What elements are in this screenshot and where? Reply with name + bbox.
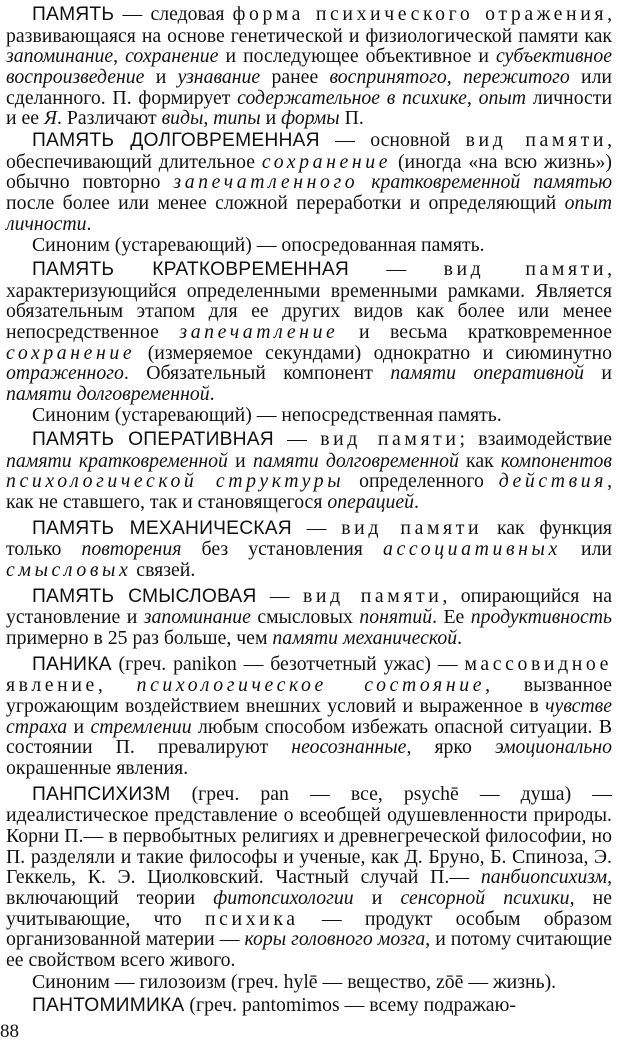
headword: ПАМЯТЬ СМЫСЛОВАЯ <box>32 585 257 607</box>
cross-reference: фитопсихологии <box>213 886 354 909</box>
entry-text: (измеряемое секундами) однократно и сиюминутно <box>135 341 612 364</box>
cross-reference: панбиопсихизм <box>480 866 608 889</box>
spaced-term: ассоциативных <box>383 538 561 561</box>
entry-text: как функция только <box>6 516 613 561</box>
spaced-term: смысловых <box>6 559 132 582</box>
cross-reference: повторения <box>81 538 182 561</box>
entry-text: . Различают <box>56 107 162 130</box>
cross-reference: памяти долговременной <box>252 449 459 472</box>
entry-text: , <box>203 107 214 130</box>
headword: ПАМЯТЬ <box>32 4 115 25</box>
entry-pamyat-mekhanicheskaya <box>6 518 612 581</box>
entry-text: связей. <box>131 559 196 582</box>
spaced-term: психологической структуры <box>6 470 345 493</box>
cross-reference: сенсорной психики <box>400 886 570 909</box>
entry-pamyat <box>6 4 612 129</box>
entry-text: — <box>256 584 303 607</box>
cross-reference: продуктивность <box>470 606 612 629</box>
headword: ПАНТОМИМИКА <box>32 995 185 1017</box>
entry-text: — следовая <box>114 3 233 25</box>
entry-pamyat-kratkovremennaya <box>6 259 612 405</box>
cross-reference: коры головного мозга <box>244 928 426 951</box>
cross-reference: кратковременной памятью <box>371 171 613 194</box>
entry-text: и <box>67 715 91 738</box>
cross-reference: типы <box>213 107 261 130</box>
entry-panika <box>6 654 612 779</box>
entry-text: , <box>113 45 126 68</box>
entry-text: , включающий теории <box>6 866 612 909</box>
entry-text: . Обязательный компонент <box>123 362 391 385</box>
spaced-term: вид памяти <box>320 428 460 451</box>
entry-text: определенного <box>344 470 499 493</box>
spaced-term: запечатление <box>179 320 339 343</box>
cross-reference: формы <box>281 107 340 130</box>
entry-text: . <box>209 382 215 405</box>
cross-reference: памяти кратковременной <box>6 449 228 472</box>
entry-text: , обеспечивающий длительное <box>6 128 612 173</box>
entry-text: . Ее <box>432 606 471 629</box>
cross-reference: понятий <box>359 606 433 629</box>
entry-text: и <box>260 107 282 130</box>
entry-text: (греч. pantomimos — всему подражаю- <box>184 994 516 1017</box>
entry-text: окрашенные явления. <box>6 756 189 779</box>
cross-reference: содержательное в психике <box>237 86 467 109</box>
spaced-term: запечатленного <box>173 171 359 194</box>
entry-text: после более или менее сложной переработки и определяющий <box>6 191 565 214</box>
entry-pantomimika <box>6 995 612 1017</box>
entry-text <box>358 171 371 193</box>
spaced-term: вид памяти <box>465 128 608 151</box>
entry-text: примерно в 25 раз больше, чем <box>6 627 273 650</box>
cross-reference: памяти долговременной <box>6 382 210 405</box>
entry-text: П. <box>339 107 364 130</box>
entry-text: ; взаимодействие <box>459 428 613 451</box>
entry-text: , не учитывающие, что <box>6 886 612 930</box>
entry-text: и <box>227 449 253 472</box>
entry-text: . <box>86 212 92 235</box>
entry-text: любым способом избежать опасной ситуации. В состоянии П. превалируют <box>6 715 612 759</box>
entry-text: , и потому считающие ее свойством всего живого. <box>6 928 612 971</box>
spaced-term: сохранение <box>6 341 136 364</box>
cross-reference: виды <box>161 107 204 130</box>
cross-reference: неосознанные <box>291 736 407 759</box>
cross-reference: операцией <box>327 491 415 514</box>
spaced-term: сохранение <box>261 150 392 173</box>
entry-text: , <box>446 65 463 88</box>
cross-reference: узнавание <box>177 65 261 88</box>
synonym-line: Синоним (устаревающий) — опосредованная память. <box>32 234 485 257</box>
cross-reference: чувстве страха <box>6 695 612 738</box>
headword: ПАМЯТЬ ДОЛГОВРЕМЕННАЯ <box>32 129 320 151</box>
cross-reference: субъективное воспроизведение <box>6 45 612 88</box>
entry-text: и <box>583 362 613 385</box>
spaced-term: форма психического отражения <box>232 3 608 25</box>
cross-reference: воспринятого <box>329 65 447 88</box>
cross-reference: стремлении <box>90 715 192 738</box>
entry-text: или <box>560 538 612 561</box>
cross-reference: эмоционально <box>494 736 612 759</box>
spaced-term: массовидное явление <box>6 652 612 697</box>
entry-text: , <box>466 86 479 109</box>
entry-text: , как не ставшего, так и становящегося <box>6 470 612 514</box>
spaced-term: действия <box>498 470 608 493</box>
entry-text: . <box>457 627 463 650</box>
entry-pamyat-smyslovaya <box>6 586 612 649</box>
entry-pamyat-dolgovremennaya <box>6 130 612 234</box>
entry-text: как <box>458 449 501 472</box>
entry-text: — <box>349 257 444 280</box>
entry-text: и <box>353 886 401 909</box>
entry-text: , вызванное угрожающим воздействием внешних условий и выраженное в <box>6 674 613 717</box>
spaced-term: вид памяти <box>341 516 483 539</box>
entry-text: и весьма кратковременное <box>338 320 612 343</box>
entry-text: (греч. panikon — безотчетный ужас) — <box>111 652 465 675</box>
cross-reference: опыт <box>478 86 526 109</box>
entry-text: . <box>414 491 419 514</box>
spaced-term: вид памяти <box>443 257 608 280</box>
headword: ПАМЯТЬ ОПЕРАТИВНАЯ <box>32 429 274 451</box>
entry-text: или сделанного. П. формирует <box>6 65 612 109</box>
headword: ПАМЯТЬ КРАТКОВРЕМЕННАЯ <box>32 258 349 280</box>
spaced-term: психика <box>204 907 299 930</box>
entry-text: и <box>144 65 178 88</box>
page-number: 88 <box>0 1021 19 1042</box>
spaced-term: психологическое состояние <box>136 674 486 697</box>
entry-text: ранее <box>260 65 330 88</box>
entry-text: — <box>291 516 342 539</box>
entry-text: и последующее объективное и <box>218 45 497 68</box>
cross-reference: отраженного <box>6 362 124 385</box>
entry-text: , <box>97 674 137 697</box>
entry-text: , ярко <box>406 736 495 759</box>
entry-text: — основной <box>319 128 466 151</box>
cross-reference: компонентов <box>500 449 612 472</box>
cross-reference: сохранение <box>125 45 219 68</box>
entry-text: , характеризующийся определенными временными рамками. Является обязательным этапом для ее других видов как более или менее непосредственное <box>6 257 612 343</box>
spaced-term: вид памяти <box>303 584 443 607</box>
entry-text: — <box>273 428 321 451</box>
entry-text: , развивающаяся на основе генетической и физиологической памяти как <box>6 3 613 47</box>
entry-panpsikhizm <box>6 784 612 971</box>
cross-reference: Я <box>43 107 57 130</box>
entry-text: (греч. pan — все, psychē — душа) — идеалистическое представление о всеобщей одушевленности природы. Корни П.— в первобытных религиях и древнегреческой философии, но П. разделяли и такие философы и ученые, как Д. Бруно, Б. Спиноза, Э. Геккель, К. Э. Циолковский. Частный случай П.— <box>6 782 612 889</box>
entry-text: — продукт особым образом организованной материи — <box>6 907 612 951</box>
cross-reference: запоминание <box>6 45 114 68</box>
headword: ПАМЯТЬ МЕХАНИЧЕСКАЯ <box>32 517 292 539</box>
headword: ПАНИКА <box>32 653 112 675</box>
entry-text: , опирающийся на установление и <box>6 584 613 629</box>
cross-reference: памяти оперативной <box>390 362 584 385</box>
cross-reference: запоминание <box>143 606 251 629</box>
entry-text: личности и ее <box>6 86 613 130</box>
cross-reference: пережитого <box>462 65 570 88</box>
synonym-line: Синоним (устаревающий) — непосредственная память. <box>32 404 502 427</box>
cross-reference: памяти механической <box>272 627 458 650</box>
entry-text: (иногда «на всю жизнь») обычно повторно <box>6 150 612 194</box>
cross-reference: опыт личности <box>6 191 612 235</box>
entry-pamyat-operativnaya <box>6 429 612 513</box>
entry-text: без установления <box>181 538 383 561</box>
headword: ПАНПСИХИЗМ <box>32 783 171 805</box>
synonym-line: Синоним — гилозоизм (греч. hylē — вещество, zōē — жизнь). <box>32 970 557 993</box>
entry-text: смысловых <box>250 606 360 629</box>
